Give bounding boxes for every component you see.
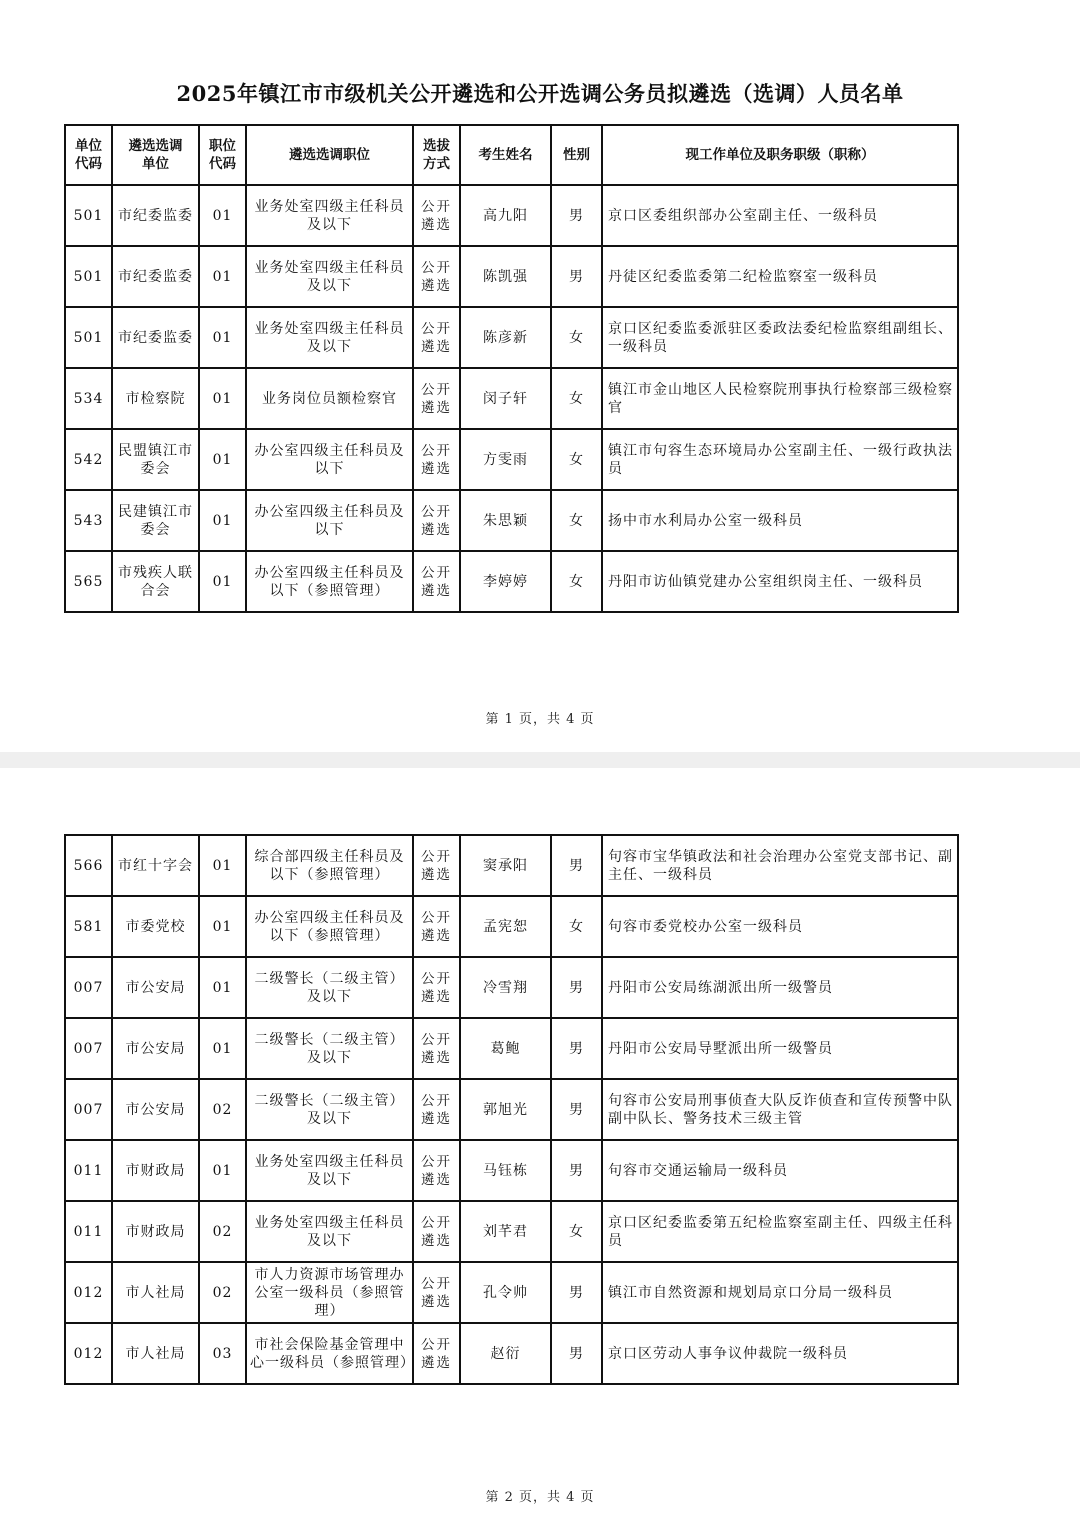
cell-name: 冷雪翔 [460,957,551,1018]
cell-position: 市人力资源市场管理办公室一级科员（参照管理） [246,1262,413,1323]
cell-current-job: 京口区劳动人事争议仲裁院一级科员 [602,1323,958,1384]
cell-name: 孟宪恕 [460,896,551,957]
cell-method: 公开遴选 [413,1201,460,1262]
table-row [65,957,958,1018]
cell-gender: 女 [551,896,602,957]
document-title: 2025年镇江市市级机关公开遴选和公开选调公务员拟遴选（选调）人员名单 [176,81,904,106]
header-method: 选拔 方式 [413,125,460,185]
header-unit-code: 单位 代码 [65,125,112,185]
cell-gender: 男 [551,835,602,896]
cell-unit: 市纪委监委 [112,185,199,246]
cell-position-code: 01 [199,551,246,612]
cell-name: 孔令帅 [460,1262,551,1323]
cell-position: 综合部四级主任科员及以下（参照管理） [246,835,413,896]
cell-position: 二级警长（二级主管）及以下 [246,1018,413,1079]
cell-unit: 市公安局 [112,1079,199,1140]
cell-method: 公开遴选 [413,429,460,490]
cell-unit-code: 534 [65,368,112,429]
cell-name: 陈彦新 [460,307,551,368]
table-row [65,307,958,368]
cell-name: 赵衍 [460,1323,551,1384]
header-position: 遴选选调职位 [246,125,413,185]
cell-method: 公开遴选 [413,246,460,307]
table-body [65,185,958,612]
cell-unit-code: 501 [65,185,112,246]
cell-current-job: 镇江市金山地区人民检察院刑事执行检察部三级检察官 [602,368,958,429]
cell-unit-code: 542 [65,429,112,490]
cell-unit: 市公安局 [112,1018,199,1079]
cell-position: 二级警长（二级主管）及以下 [246,957,413,1018]
cell-current-job: 句容市公安局刑事侦查大队反诈侦查和宣传预警中队副中队长、警务技术三级主管 [602,1079,958,1140]
cell-current-job: 句容市委党校办公室一级科员 [602,896,958,957]
cell-name: 陈凯强 [460,246,551,307]
cell-unit-code: 543 [65,490,112,551]
cell-position-code: 02 [199,1079,246,1140]
cell-gender: 男 [551,957,602,1018]
cell-gender: 女 [551,429,602,490]
cell-method: 公开遴选 [413,185,460,246]
cell-method: 公开遴选 [413,368,460,429]
cell-position: 业务处室四级主任科员及以下 [246,1140,413,1201]
cell-position-code: 01 [199,896,246,957]
header-name: 考生姓名 [460,125,551,185]
cell-current-job: 京口区纪委监委派驻区委政法委纪检监察组副组长、一级科员 [602,307,958,368]
cell-method: 公开遴选 [413,1140,460,1201]
table-row [65,896,958,957]
personnel-table-page-2 [64,834,959,1385]
document-page-2 [0,768,1080,1524]
cell-method: 公开遴选 [413,1262,460,1323]
cell-unit: 民建镇江市委会 [112,490,199,551]
cell-gender: 女 [551,490,602,551]
cell-position: 办公室四级主任科员及以下（参照管理） [246,896,413,957]
cell-gender: 男 [551,1262,602,1323]
cell-current-job: 丹阳市访仙镇党建办公室组织岗主任、一级科员 [602,551,958,612]
cell-unit: 市委党校 [112,896,199,957]
table-row [65,490,958,551]
cell-current-job: 丹徒区纪委监委第二纪检监察室一级科员 [602,246,958,307]
cell-name: 葛鲍 [460,1018,551,1079]
cell-unit-code: 501 [65,246,112,307]
cell-position-code: 03 [199,1323,246,1384]
cell-position-code: 01 [199,429,246,490]
cell-position-code: 01 [199,246,246,307]
table-body [65,835,958,1384]
cell-name: 高九阳 [460,185,551,246]
cell-method: 公开遴选 [413,551,460,612]
document-page-1 [0,0,1080,752]
cell-position: 业务处室四级主任科员及以下 [246,1201,413,1262]
cell-unit: 市财政局 [112,1201,199,1262]
cell-unit: 市人社局 [112,1323,199,1384]
cell-gender: 女 [551,551,602,612]
cell-position-code: 01 [199,835,246,896]
cell-position-code: 01 [199,1018,246,1079]
cell-current-job: 镇江市句容生态环境局办公室副主任、一级行政执法员 [602,429,958,490]
cell-position-code: 01 [199,307,246,368]
cell-gender: 女 [551,307,602,368]
cell-current-job: 镇江市自然资源和规划局京口分局一级科员 [602,1262,958,1323]
cell-unit: 市纪委监委 [112,307,199,368]
cell-gender: 女 [551,1201,602,1262]
cell-name: 刘芊君 [460,1201,551,1262]
cell-unit-code: 012 [65,1262,112,1323]
cell-current-job: 丹阳市公安局练湖派出所一级警员 [602,957,958,1018]
cell-position-code: 02 [199,1262,246,1323]
cell-name: 朱思颖 [460,490,551,551]
table-header-row [65,125,958,185]
cell-gender: 男 [551,185,602,246]
cell-unit-code: 566 [65,835,112,896]
table-row [65,835,958,896]
cell-gender: 女 [551,368,602,429]
cell-position-code: 01 [199,490,246,551]
cell-unit: 市财政局 [112,1140,199,1201]
cell-method: 公开遴选 [413,835,460,896]
cell-position-code: 02 [199,1201,246,1262]
cell-unit: 市纪委监委 [112,246,199,307]
cell-current-job: 句容市交通运输局一级科员 [602,1140,958,1201]
cell-unit-code: 565 [65,551,112,612]
personnel-table-page-1 [64,124,959,613]
cell-gender: 男 [551,1079,602,1140]
cell-position: 业务岗位员额检察官 [246,368,413,429]
cell-method: 公开遴选 [413,957,460,1018]
cell-method: 公开遴选 [413,307,460,368]
header-position-code: 职位 代码 [199,125,246,185]
cell-method: 公开遴选 [413,490,460,551]
cell-method: 公开遴选 [413,896,460,957]
table-row [65,429,958,490]
cell-position-code: 01 [199,368,246,429]
table-row [65,1079,958,1140]
cell-name: 郭旭光 [460,1079,551,1140]
cell-position: 办公室四级主任科员及以下 [246,490,413,551]
cell-gender: 男 [551,246,602,307]
cell-name: 马钰栋 [460,1140,551,1201]
table-row [65,368,958,429]
cell-current-job: 京口区纪委监委第五纪检监察室副主任、四级主任科员 [602,1201,958,1262]
cell-position: 办公室四级主任科员及以下 [246,429,413,490]
cell-current-job: 京口区委组织部办公室副主任、一级科员 [602,185,958,246]
cell-name: 方雯雨 [460,429,551,490]
cell-position: 业务处室四级主任科员及以下 [246,307,413,368]
page-number-footer: 第 2 页，共 4 页 [485,1490,595,1505]
cell-position: 二级警长（二级主管）及以下 [246,1079,413,1140]
cell-position: 业务处室四级主任科员及以下 [246,185,413,246]
cell-unit: 市人社局 [112,1262,199,1323]
table-row [65,1323,958,1384]
cell-unit-code: 501 [65,307,112,368]
cell-gender: 男 [551,1140,602,1201]
cell-position-code: 01 [199,1140,246,1201]
table-row [65,246,958,307]
cell-current-job: 扬中市水利局办公室一级科员 [602,490,958,551]
page-separator [0,752,1080,768]
table-row [65,1018,958,1079]
cell-current-job: 句容市宝华镇政法和社会治理办公室党支部书记、副主任、一级科员 [602,835,958,896]
header-current-job: 现工作单位及职务职级（职称） [602,125,958,185]
cell-unit-code: 011 [65,1140,112,1201]
cell-position: 办公室四级主任科员及以下（参照管理） [246,551,413,612]
cell-unit: 市红十字会 [112,835,199,896]
cell-unit-code: 581 [65,896,112,957]
cell-name: 闵子轩 [460,368,551,429]
header-gender: 性别 [551,125,602,185]
cell-method: 公开遴选 [413,1018,460,1079]
cell-method: 公开遴选 [413,1323,460,1384]
cell-unit-code: 011 [65,1201,112,1262]
cell-position: 市社会保险基金管理中心一级科员（参照管理） [246,1323,413,1384]
cell-unit-code: 012 [65,1323,112,1384]
cell-position-code: 01 [199,957,246,1018]
cell-unit: 市残疾人联合会 [112,551,199,612]
cell-gender: 男 [551,1018,602,1079]
table-row [65,1140,958,1201]
cell-unit: 市公安局 [112,957,199,1018]
cell-unit-code: 007 [65,957,112,1018]
page-number-footer: 第 1 页，共 4 页 [485,712,595,727]
cell-position: 业务处室四级主任科员及以下 [246,246,413,307]
cell-unit: 市检察院 [112,368,199,429]
table-row [65,1201,958,1262]
cell-method: 公开遴选 [413,1079,460,1140]
cell-gender: 男 [551,1323,602,1384]
header-unit: 遴选选调 单位 [112,125,199,185]
cell-unit-code: 007 [65,1079,112,1140]
cell-name: 李婷婷 [460,551,551,612]
cell-current-job: 丹阳市公安局导墅派出所一级警员 [602,1018,958,1079]
table-row [65,1262,958,1323]
cell-unit: 民盟镇江市委会 [112,429,199,490]
table-row [65,185,958,246]
cell-name: 窦承阳 [460,835,551,896]
table-row [65,551,958,612]
cell-position-code: 01 [199,185,246,246]
cell-unit-code: 007 [65,1018,112,1079]
